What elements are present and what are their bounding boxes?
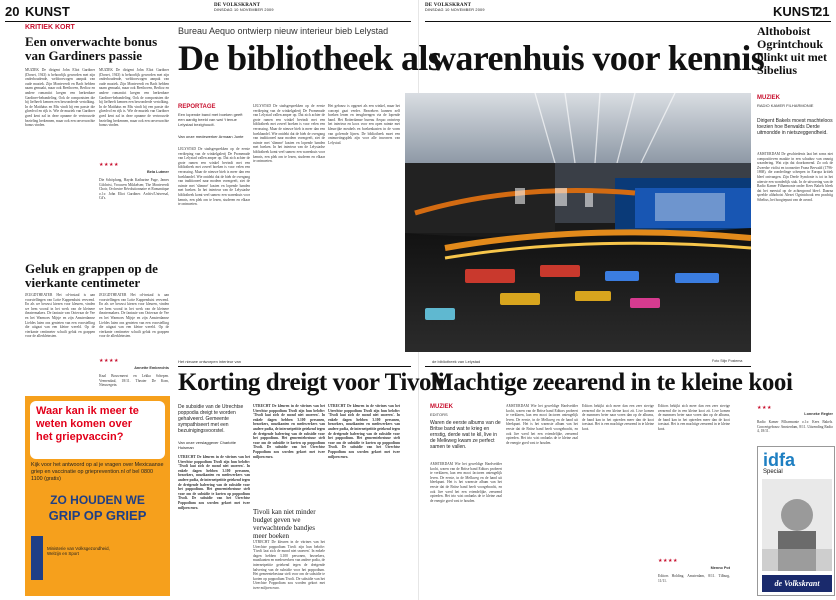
ministry-logo-bar (31, 536, 43, 580)
column-kicker: KRITIEK KORT (25, 24, 75, 31)
section-title-left: KUNST (25, 4, 70, 19)
reportage-body-col3: Het gebouw is opgezet als een winkel, maar het concept gaat verder. Bezoekers kunnen zelf boeken lenen en terugbrengen via de lopende band. Het Rotterdamse bureau Aequo ontwierp het interieur en koos voor een open ruimte met kleurrijke meubels en boekenkasten in de vorm van golvende lijnen. De bibliotheek moet een ontmoetingsplek zijn voor alle inwoners van Lelystad. (328, 104, 400, 145)
flu-ad-line-1: Waar kan ik meer te (36, 405, 139, 417)
sibelius-headline: Althoboist Ogrintchouk blinkt uit met Sibelius (757, 24, 828, 77)
review-author-sibelius: Lonneke Regter (804, 412, 833, 416)
flu-ad-line-3: het griepvaccin? (36, 431, 124, 443)
reportage-label: REPORTAGE (178, 104, 216, 110)
flu-ad-question-bubble (30, 401, 165, 459)
spread-headline-right: warenhuis voor kennis (430, 38, 765, 78)
kooi-body-col2: AMSTERDAM Wie het geweldige Hardvedder kocht, waren van de Britse band Editors probeert te verklaren, kan een mooi factoren ontengelijk leven. De eerste, in de Melkweg en de hand uit bleekpunt. Het is het warmste album van het eerste dat de Britse band heeft voorgebracht, en ook live werd het een vriendelijke, zeearend optreden. Het trio wist ondanks de te kleine zaal de energie goed vast te houden. (506, 404, 578, 445)
photo-credit: Foto Stijn Postema (712, 359, 743, 363)
masthead-left-name: DE VOLKSKRANT (214, 3, 261, 8)
review-body-gardiner-col1: MUZIEK De dirigent John Eliot Gardiner (Dorset, 1943) is behoorlijk geworden met zijn onderhoudende, weldoorwogen aanpak van oude muziek. Zijn Monteverdi en Bach hebben naam gemaakt, maar ook Beethoven, Berlioz en andere romantici kregen een herkenbare Gardiner-behandeling. Ook de componisten die hij liefheeft kennen een bewonderde vertolking. In de Matthäus en Mis vindt hij een passie die gloedvol en rijk is. Wie de muziek van Gardiner goed kent zal in deze opname de vertrouwde bezieling herkennen, maar ook een onverwachte bonus vinden. (25, 68, 95, 128)
review-author-kooi: Menno Pot (710, 566, 730, 570)
tivoli-body-col2-lower: UTRECHT De kleuren in de vitrines van het Utrechtse poppodium Tivoli zijn hun belofte: 'Tivoli laat zich de mond niet snoeren'. In enkele dagen hebben 3.100 personen, bezoekers, muzikanten en medewerkers van andere podia, de internetpetitie getekend tegen de dreigende halvering van de subsidie voor het poppodium. Het gemeentebestuur stelt voor om de subsidie te korten op poppodium Tivoli. De subsidie van het Utrechtse Poppodium zou worden gekort met twee miljoen euro. (253, 540, 325, 590)
review-body-gardiner-col2: MUZIEK De dirigent John Eliot Gardiner (Dorset, 1943) is behoorlijk geworden met zijn onderhoudende, weldoorwogen aanpak van oude muziek. Zijn Monteverdi en Bach hebben naam gemaakt, maar ook Beethoven, Berlioz en andere romantici kregen een herkenbare Gardiner-behandeling. Ook de componisten die hij liefheeft kennen een bewonderde vertolking. In de Matthäus en Mis vindt hij een passie die gloedvol en rijk is. Wie de muziek van Gardiner goed kent zal in deze opname de vertrouwde bezieling herkennen, maar ook een onverwachte bonus vinden. (99, 68, 169, 128)
header-rule-left (5, 21, 411, 22)
tivoli-pull-quote: Tivoli kan niet minder budget geven we verwachtende bandjes meer boeken (253, 508, 316, 540)
tivoli-body-col1: UTRECHT De kleuren in de vitrines van het Utrechtse poppodium Tivoli zijn hun belofte: 'Tivoli laat zich de mond niet snoeren'. In enkele dagen hebben 3.100 personen, bezoekers, muzikanten en medewerkers van andere podia, de internetpetitie getekend tegen de dreigende halvering van de subsidie voor het poppodium. Het gemeentebestuur stelt voor om de subsidie te korten op poppodium Tivoli. De subsidie van het Utrechtse Poppodium zou worden gekort met twee miljoen euro. (178, 455, 250, 510)
reportage-byline: Van onze medewerker Armaan Junte (178, 134, 244, 139)
tivoli-byline: Van onze verslaggever Charlotte Huisman (178, 440, 236, 450)
sibelius-body: AMSTERDAM De geschiedenis laat het soms niet compositieven maakte in een schaduw van onnoig waardering. Wat zijn dat doorkomend. Zo ook de Zweedse violist en toonzetter Franz Berwald (1796-1868), die zonderlinge scherpen in Europa kritiek bleef ontvangen. Zijn Derde Symfonie is tot in het uiterste een wonderlijk stuk. In de uitvoering van de Radio Kamer Filharmonie onder Kees Bakels bleek dat het meestal op de achtergrond bleef. Daarna speelde althoboist Alexei Ogrintchouk een prachtig Sibelius, het hoogtepunt van de avond. (757, 152, 833, 202)
spread-kicker: Bureau Aequo ontwierp nieuw interieur bieb Lelystad (178, 26, 389, 36)
flu-ad-line-2: weten komen over (36, 418, 132, 430)
review-info-gardiner: Die Schöpfung, Haydn Katharine Fuge, James Gilchrist, Vrouwen Mikkelsen; The Monteverdi Choir, Orchestre Révolutionnaire et Romantique o.l.v. John Eliot Gardiner. Archiv/Universal, Cd's. (99, 178, 169, 201)
kooi-body-col3: Editors bekijkt zich meer dan een zeer stevige zeearend die in een kleine kooi zit. Live komen de nummers beter naar voren dan op de albums, de band kan in het optreden meer dan de kooi toestaat. Het is een machtige zeearend in te kleine kooi. (582, 404, 654, 431)
library-photo (405, 93, 751, 352)
reportage-body-col1: LELYSTAD De stadsgesprekken op de eerste verdieping van de winkelgalerij De Promenade van Lelystad vallen amper op. Dat zich achter de grote ramen een winkel bevindt met een bibliotheek met zoveel boeken is voor velen een verrassing. Maar de nieuwe bieb is meer dan een boekhandel. Wie ontdekt dat de bieb de overgang van traditioneel naar modern vormgeeft, ziet de ruimte met 'slimme' kasten en lopende banden met boeken. In het interieur van de Lelystadse bibliotheek komt veel samen: een warenhuis voor kennis, een plek om te lezen, studeren en elkaar te ontmoeten. (178, 147, 250, 207)
tivoli-lead: De subsidie van de Utrechtse poppodia dreigt te worden gehalveerd. Gemeente sympathiseert met een bezuinigingsvoorstel. (178, 404, 244, 434)
idfa-ad[interactable] (757, 446, 835, 596)
page-number-right: 21 (815, 4, 830, 19)
review-info-sibelius: Radio Kamer Filharmonie o.l.v. Kees Bakels. Concertgebouw Amsterdam, 8/11. Uitzending Radio 4, 18/11. (757, 420, 833, 434)
tivoli-body-col2: UTRECHT De kleuren in de vitrines van het Utrechtse poppodium Tivoli zijn hun belofte: 'Tivoli laat zich de mond niet snoeren'. In enkele dagen hebben 3.100 personen, bezoekers, muzikanten en medewerkers van andere podia, de internetpetitie getekend tegen de dreigende halvering van de subsidie voor het poppodium. Het gemeentebestuur stelt voor om de subsidie te korten op poppodium Tivoli. De subsidie van het Utrechtse Poppodium zou worden gekort met twee miljoen euro. (253, 404, 325, 459)
tivoli-body-col3: UTRECHT De kleuren in de vitrines van het Utrechtse poppodium Tivoli zijn hun belofte: 'Tivoli laat zich de mond niet snoeren'. In enkele dagen hebben 3.100 personen, bezoekers, muzikanten en medewerkers van andere podia, de internetpetitie getekend tegen de dreigende halvering van de subsidie voor het poppodium. Het gemeentebestuur stelt voor om de subsidie te korten op poppodium Tivoli. De subsidie van het Utrechtse Poppodium zou worden gekort met twee miljoen euro. (328, 404, 400, 459)
idfa-ad-sub: Special (763, 469, 783, 475)
section-title-right: KUNST (773, 4, 818, 19)
header-rule-right (425, 21, 831, 22)
masthead-right (425, 3, 485, 12)
masthead-right-name: DE VOLKSKRANT (425, 3, 472, 8)
review-headline-gardiner: Een onverwachte bonus van Gardiners passie (25, 34, 158, 63)
kooi-body-col1: AMSTERDAM Wie het geweldige Hardvedder kocht, waren van de Britse band Editors probeert te verklaren, kan een mooi factoren ontengelijk leven. De eerste, in de Melkweg en de hand uit bleekpunt. Het is het warmste album van het eerste dat de Britse band heeft voorgebracht, en ook live werd het een vriendelijke, zeearend optreden. Het trio wist ondanks de te kleine zaal de energie goed vast te houden. (430, 462, 502, 503)
sibelius-lead: Dirigent Bakels moest machteloos toezien hoe Berwalds Derde uitmondde in nietszeggendheid. (757, 118, 833, 136)
masthead-left (214, 3, 274, 12)
rating-stars-jeugdtheater: ★★★★ (99, 359, 119, 364)
masthead-right-date: DINSDAG 10 NOVEMBER 2009 (425, 8, 485, 12)
kooi-label: MUZIEK (430, 404, 453, 410)
rating-stars-gardiner: ★★★★ (99, 163, 119, 168)
idfa-ad-footer: de Volkskrant (762, 575, 832, 592)
reportage-body-col2: LELYSTAD De stadsgesprekken op de eerste verdieping van de winkelgalerij De Promenade van Lelystad vallen amper op. Dat zich achter de grote ramen een winkel bevindt met een bibliotheek met zoveel boeken is voor velen een verrassing. Maar de nieuwe bieb is meer dan een boekhandel. Wie ontdekt dat de bieb de overgang van traditioneel naar modern vormgeeft, ziet de ruimte met 'slimme' kasten en lopende banden met boeken. In het interieur van de Lelystadse bibliotheek komt veel samen: een warenhuis voor kennis, een plek om te lezen, studeren en elkaar te ontmoeten. (253, 104, 325, 164)
kooi-lead: Waren de eerste albums van de Britse band wat te krieg en ernstig, derde wat te kil, live in de Melkweg kwam ze perfect samen te vallen. (430, 420, 501, 450)
review-author-gardiner: Bela Lutmer (147, 170, 169, 174)
review-info-jeugdtheater: Knal Bouwmeest en Lekka Schepen. Veenendaal, 18/11. Theater De Kom, Nieuwegein. (99, 374, 169, 388)
review-author-jeugdtheater: Annette Embrechts (134, 366, 169, 370)
review-body-jeugdtheater-col2: JEUGDTHEATER Het cd-instaal is aan voorstellingen van Lotte Kappenduist verwend. En als we bewust kiezen voor kleuren, vinden we hem vooral in het werk van de kleinere theatermakers. De fantasie van Ooievaar de Vee en het Warmoes Mijsje en zijn Amsterdamse Liefdes laten ons genieten van een voorstelling die uitgaat van een kleine wereld. Op de vierkante centimeter schuilt geluk en grappen voor de allerkleinsten. (99, 293, 169, 339)
tivoli-headline: Korting dreigt voor Tivoli (178, 369, 445, 396)
masthead-left-date: DINSDAG 10 NOVEMBER 2009 (214, 8, 274, 12)
review-headline-jeugdtheater: Geluk en grappen op de vierkante centimeter (25, 261, 158, 290)
kooi-sub: EDITORS (430, 412, 448, 417)
page-number-left: 20 (5, 4, 20, 19)
rating-stars-sibelius: ★★★ (757, 406, 772, 411)
sibelius-sub: RADIO KAMER FILHARMONIE (757, 103, 814, 108)
photo-caption-left: Het nieuwe ontworpen interieur van (178, 359, 241, 364)
caption-rule-right (425, 366, 751, 367)
kooi-body-col4: Editors bekijkt zich meer dan een zeer stevige zeearend die in een kleine kooi zit. Live komen de nummers beter naar voren dan op de albums, de band kan in het optreden meer dan de kooi toestaat. Het is een machtige zeearend in te kleine kooi. (658, 404, 730, 431)
idfa-ad-logo: idfa (763, 450, 796, 470)
review-info-kooi: Editors Holding. Amsterdam, 8/11. Tilburg, 11/11. (658, 574, 730, 583)
caption-rule-left (178, 366, 411, 367)
photo-caption-right: de bibliotheek van Lelystad (432, 359, 481, 364)
review-body-jeugdtheater-col1: JEUGDTHEATER Het cd-instaal is aan voorstellingen van Lotte Kappenduist verwend. En als we bewust kiezen voor kleuren, vinden we hem vooral in het werk van de kleinere theatermakers. De fantasie van Ooievaar de Vee en het Warmoes Mijsje en zijn Amsterdamse Liefdes laten ons genieten van een voorstelling die uitgaat van een kleine wereld. Op de vierkante centimeter schuilt geluk en grappen voor de allerkleinsten. (25, 293, 95, 339)
flu-ad-slogan-bottom: GRIP OP GRIEP (48, 508, 147, 523)
flu-ad-slogan-top: ZO HOUDEN WE (50, 493, 145, 507)
flu-ad-ministry: Ministerie van Volksgezondheid, Welzijn en Sport (47, 546, 110, 557)
flu-ad-body: Kijk voor het antwoord op al je vragen over Mexicaanse griep en vaccinatie op grieprevention.nl of bel 0800 1100 (gratis) (31, 462, 164, 482)
sibelius-label: MUZIEK (757, 95, 780, 101)
flu-ad[interactable] (25, 396, 170, 596)
spread-headline-left: De bibliotheek als (178, 38, 442, 78)
kooi-headline: Machtige zeearend in te kleine kooi (430, 369, 793, 396)
rating-stars-kooi: ★★★★ (658, 559, 678, 564)
idfa-ad-photo (762, 479, 832, 571)
reportage-intro: Een lopende band met boeken geeft een aardig beeld van wat 't tenue Lelystad bezighoudt. (178, 112, 243, 127)
